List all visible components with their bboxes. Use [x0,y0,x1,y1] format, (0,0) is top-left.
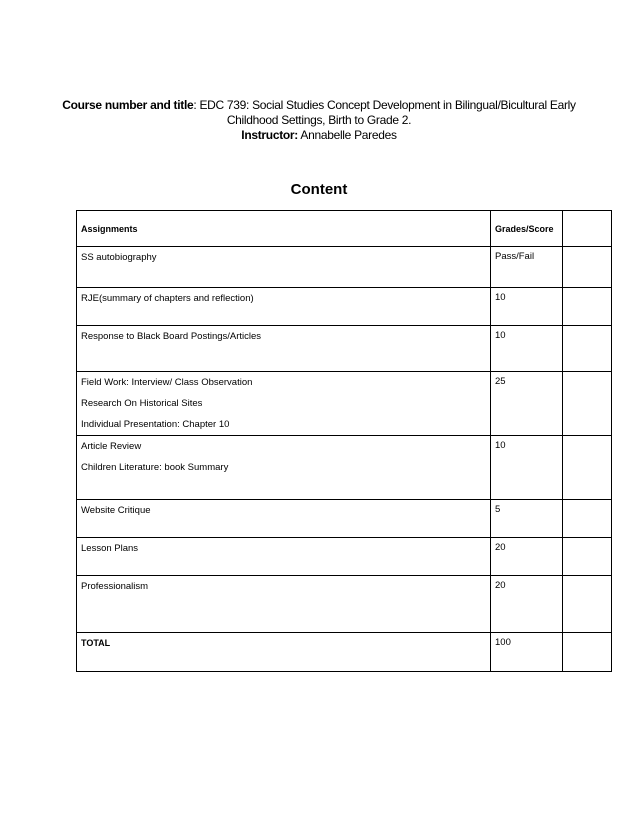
assignment-text: Individual Presentation: Chapter 10 [81,419,230,430]
course-header [40,98,598,143]
table-row [77,538,612,576]
grade-cell: 5 [491,500,563,538]
grade-cell: 10 [491,436,563,500]
course-title: : EDC 739: Social Studies Concept Development in Bilingual/Bicultural Early Childhood Settings, Birth to Grade 2. [193,98,576,127]
assignment-text: Lesson Plans [81,543,139,554]
assignment-text: Website Critique [81,505,151,516]
grades-table [76,210,612,672]
table-row [77,633,612,672]
empty-cell [563,326,612,372]
assignment-text: SS autobiography [81,252,157,263]
table-row [77,500,612,538]
grade-cell: 10 [491,288,563,326]
assignment-text: Response to Black Board Postings/Articles [81,331,262,342]
instructor-name: Annabelle Paredes [298,128,397,142]
table-row [77,436,612,500]
instructor-label: Instructor: [241,128,298,142]
assignment-text: Professionalism [81,581,149,592]
assignment-cell [77,247,491,288]
grade-cell: 100 [491,633,563,672]
table-row [77,576,612,633]
assignment-cell [77,633,491,672]
content-heading: Content [290,181,348,198]
grade-cell: 25 [491,372,563,436]
grade-cell: Pass/Fail [491,247,563,288]
assignment-text: TOTAL [81,638,111,648]
empty-cell [563,500,612,538]
empty-cell [563,576,612,633]
empty-cell [563,538,612,576]
assignment-cell [77,326,491,372]
empty-cell [563,633,612,672]
table-row [77,372,612,436]
grade-cell: 20 [491,538,563,576]
assignment-text: Article Review [81,441,142,452]
empty-header-cell [563,211,612,247]
assignment-cell [77,372,491,436]
grade-cell: 20 [491,576,563,633]
grade-cell: 10 [491,326,563,372]
assignment-cell [77,436,491,500]
table-row [77,288,612,326]
assignment-cell [77,538,491,576]
empty-cell [563,372,612,436]
table-header-row [77,211,612,247]
assignment-text: RJE(summary of chapters and reflection) [81,293,254,304]
empty-cell [563,436,612,500]
empty-cell [563,247,612,288]
course-label: Course number and title [62,98,194,112]
table-row [77,247,612,288]
assignment-text: Research On Historical Sites [81,398,203,409]
assignment-cell [77,500,491,538]
table-row [77,326,612,372]
assignment-cell [77,288,491,326]
grades-header: Grades/Score [491,211,563,247]
empty-cell [563,288,612,326]
assignment-cell [77,576,491,633]
assignment-text: Field Work: Interview/ Class Observation [81,377,253,388]
assignment-text: Children Literature: book Summary [81,462,229,473]
assignments-header: Assignments [77,211,491,247]
